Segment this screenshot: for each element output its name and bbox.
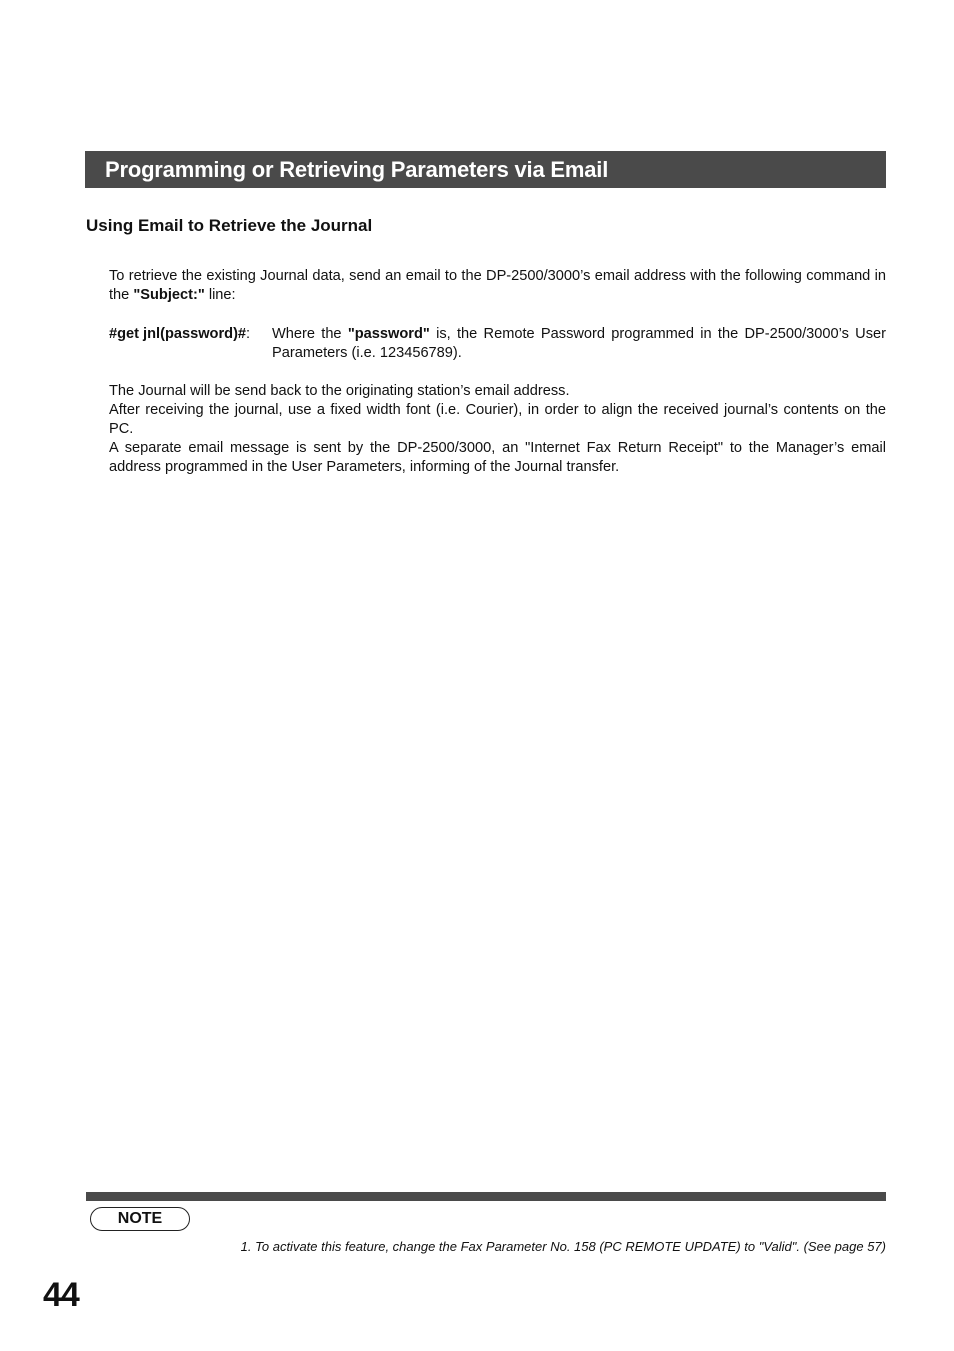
note-text: 1. To activate this feature, change the Fax Parameter No. 158 (PC REMOTE UPDATE) to "Valid". (See page 57) [240,1239,886,1254]
section-title: Programming or Retrieving Parameters via Email [105,156,609,182]
intro-paragraph [109,267,886,305]
paragraph-receipt: A separate email message is sent by the DP-2500/3000, an "Internet Fax Return Receipt" to the Manager’s email address programmed in the User Parameters, informing of the Journal transfer. [109,440,886,475]
result-paragraphs [109,382,886,477]
note-divider [86,1192,886,1201]
subject-keyword: "Subject:" [133,287,205,303]
command-colon: : [246,326,251,342]
paragraph-font: After receiving the journal, use a fixed width font (i.e. Courier), in order to align the received journal’s contents on the PC. [109,402,886,437]
section-banner [85,151,886,188]
paragraph-return: The Journal will be send back to the originating station’s email address. [109,383,570,399]
command-desc-before: Where the [272,326,348,342]
page-number: 44 [43,1276,79,1314]
note-badge: NOTE [90,1207,190,1231]
command-text: #get jnl(password)# [109,326,247,342]
intro-text-before: To retrieve the existing Journal data, send an email to the DP-2500/3000’s email address with the following command in the [109,268,886,303]
password-keyword: "password" [347,326,430,342]
command-desc-after: is, the Remote Password programmed in the DP-2500/3000’s User Parameters (i.e. 123456789). [272,326,886,361]
subsection-title: Using Email to Retrieve the Journal [86,216,373,235]
intro-text-after: line: [204,287,236,303]
command-label [109,325,250,344]
command-description [272,325,886,363]
